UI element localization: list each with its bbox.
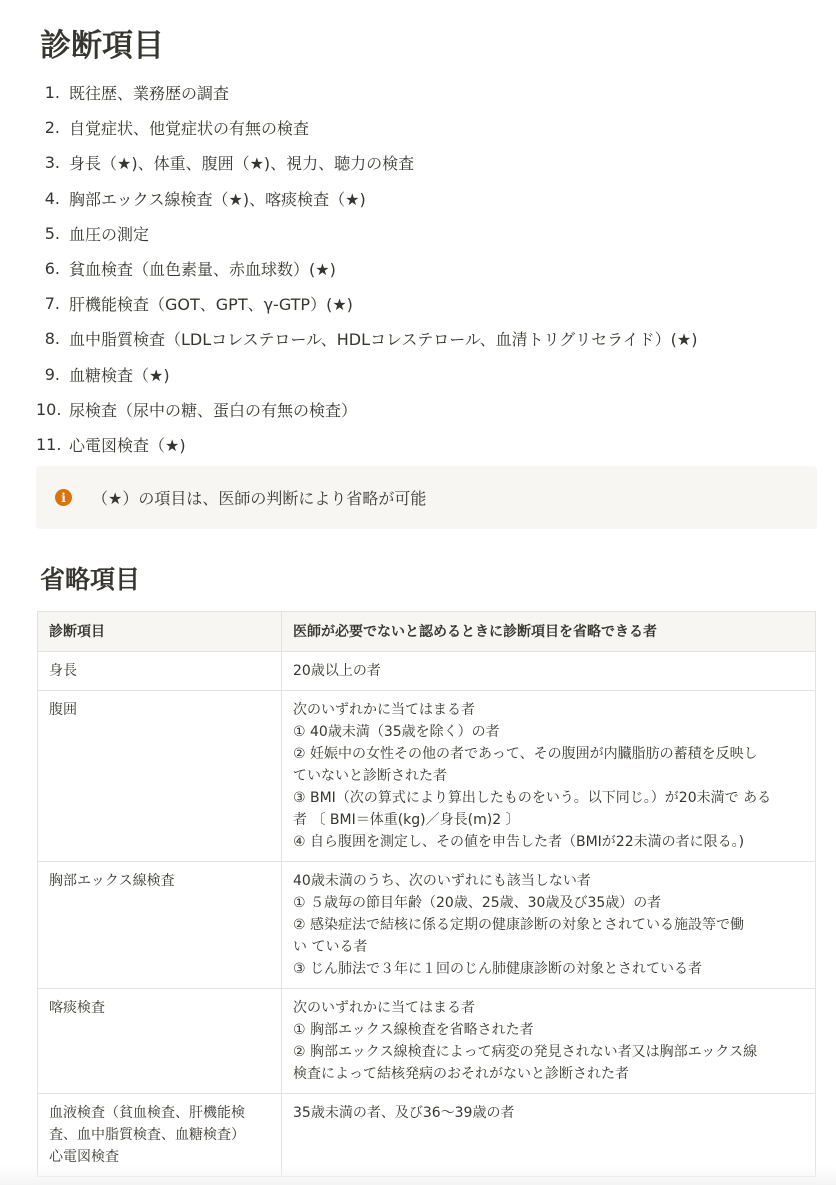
omission-table	[37, 611, 816, 1177]
item-text: 血中脂質検査（LDLコレステロール、HDLコレステロール、血清トリグリセライド）(★)	[69, 330, 698, 350]
list-item	[36, 75, 826, 110]
cell-line: 喀痰検査	[49, 1000, 105, 1016]
cell-line: 胸部エックス線検査	[49, 873, 175, 889]
item-text: 肝機能検査（GOT、GPT、γ-GTP）(★)	[69, 295, 353, 315]
item-number: 6.	[44, 259, 60, 279]
list-item	[36, 110, 826, 145]
callout-text: （★）の項目は、医師の判断により省略が可能	[92, 489, 427, 508]
table-cell	[282, 989, 816, 1094]
table-row	[38, 989, 816, 1094]
section-heading: 省略項目	[40, 565, 141, 594]
cell-line: ② 感染症法で結核に係る定期の健康診断の対象とされている施設等で働	[293, 917, 744, 933]
column-header: 診断項目	[38, 612, 282, 652]
cell-line: ② 妊娠中の女性その他の者であって、その腹囲が内臓脂肪の蓄積を反映し	[293, 746, 758, 762]
item-number: 9.	[44, 364, 60, 384]
item-number: 11.	[36, 434, 62, 454]
cell-line: 腹囲	[49, 702, 77, 718]
item-text: 自覚症状、他覚症状の有無の検査	[69, 119, 310, 139]
table-row	[38, 652, 816, 691]
item-text: 胸部エックス線検査（★)、喀痰検査（★)	[69, 189, 366, 209]
cell-line: 40歳未満のうち、次のいずれにも該当しない者	[293, 873, 591, 889]
table-cell	[282, 652, 816, 691]
list-item	[36, 181, 826, 216]
cell-line: ③ BMI（次の算式により算出したものをいう。以下同じ。）が20未満で ある	[293, 790, 772, 806]
item-number: 7.	[44, 294, 60, 314]
table-row	[38, 691, 816, 862]
item-number: 2.	[44, 118, 60, 138]
diagnosis-list	[36, 75, 826, 462]
page-title: 診断項目	[40, 28, 164, 64]
cell-line: 査、血中脂質検査、血糖検査）	[49, 1127, 245, 1143]
info-icon: i	[55, 489, 72, 506]
item-number: 1.	[44, 83, 60, 103]
list-item	[36, 286, 826, 321]
item-text: 既往歴、業務歴の調査	[69, 84, 230, 104]
item-number: 5.	[44, 223, 60, 243]
cell-line: ていないと診断された者	[293, 768, 447, 784]
table-cell	[38, 862, 282, 989]
column-header: 医師が必要でないと認めるときに診断項目を省略できる者	[282, 612, 816, 652]
cell-line: ① ５歳毎の節目年齢（20歳、25歳、30歳及び35歳）の者	[293, 895, 662, 911]
cell-line: 次のいずれかに当てはまる者	[293, 702, 475, 718]
list-item	[36, 321, 826, 356]
cell-line: ③ じん肺法で３年に１回のじん肺健康診断の対象とされている者	[293, 961, 702, 977]
item-text: 身長（★)、体重、腹囲（★)、視力、聴力の検査	[69, 154, 415, 174]
list-item	[36, 145, 826, 180]
cell-line: 20歳以上の者	[293, 663, 381, 679]
list-item	[36, 216, 826, 251]
table-cell	[38, 652, 282, 691]
table-cell	[282, 862, 816, 989]
cell-line: ① 胸部エックス線検査を省略された者	[293, 1022, 534, 1038]
cell-line: 身長	[49, 663, 77, 679]
bottom-fade	[0, 1165, 836, 1185]
list-item	[36, 427, 826, 462]
table-cell	[282, 691, 816, 862]
cell-line: ② 胸部エックス線検査によって病変の発見されない者又は胸部エックス線	[293, 1044, 758, 1060]
item-number: 10.	[36, 399, 62, 419]
list-item	[36, 392, 826, 427]
list-item	[36, 251, 826, 286]
item-text: 貧血検査（血色素量、赤血球数）(★)	[69, 260, 336, 280]
cell-line: い ている者	[293, 939, 368, 955]
item-number: 8.	[44, 329, 60, 349]
item-number: 4.	[44, 188, 60, 208]
item-text: 血糖検査（★)	[69, 365, 170, 385]
cell-line: 次のいずれかに当てはまる者	[293, 1000, 475, 1016]
item-text: 心電図検査（★)	[69, 435, 186, 455]
table-cell	[38, 989, 282, 1094]
info-callout	[36, 466, 817, 529]
table-cell	[38, 691, 282, 862]
cell-line: ① 40歳未満（35歳を除く）の者	[293, 724, 500, 740]
cell-line: ④ 自ら腹囲を測定し、その値を申告した者（BMIが22未満の者に限る。)	[293, 834, 745, 850]
cell-line: 35歳未満の者、及び36〜39歳の者	[293, 1105, 515, 1121]
cell-line: 検査によって結核発病のおそれがないと診断された者	[293, 1066, 629, 1082]
item-number: 3.	[44, 153, 60, 173]
table-row	[38, 862, 816, 989]
list-item	[36, 357, 826, 392]
item-text: 尿検査（尿中の糖、蛋白の有無の検査）	[69, 400, 358, 420]
cell-line: 心電図検査	[49, 1149, 119, 1165]
item-text: 血圧の測定	[69, 224, 150, 244]
cell-line: 血液検査（貧血検査、肝機能検	[49, 1105, 245, 1121]
cell-line: 者 〔 BMI＝体重(kg)／身長(m)2 〕	[293, 812, 520, 828]
table-header-row	[38, 612, 816, 652]
